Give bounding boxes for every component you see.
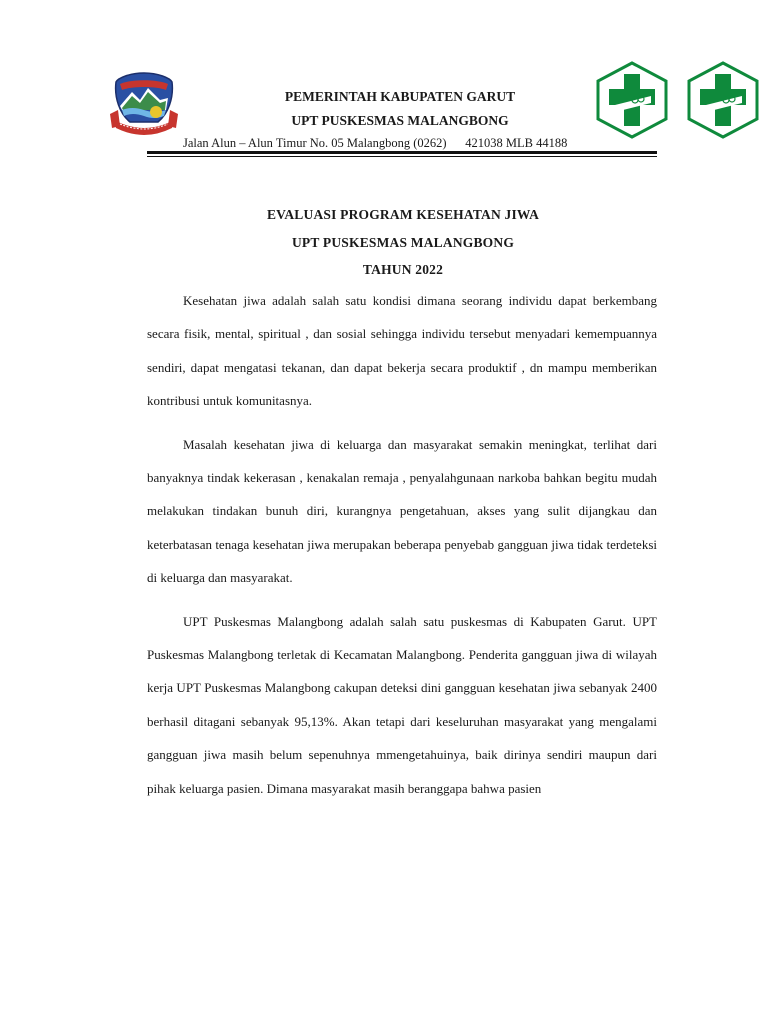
document-body [147,284,657,815]
letterhead-divider-thin [147,156,657,157]
paragraph: Kesehatan jiwa adalah salah satu kondisi dimana seorang individu dapat berkembang secara fisik, mental, spiritual , dan sosial sehingga individu tersebut menyadari kemempuannya sendiri, dapat mengatasi tekanan, dan dapat bekerja secara produktif , dn mampu memberikan kontribusi untuk komunitasnya. [147,293,657,409]
document-year: TAHUN 2022 [362,262,444,277]
puskesmas-logo-icon [595,60,669,140]
document-subtitle: UPT PUSKESMAS MALANGBONG [291,235,515,250]
document-title: EVALUASI PROGRAM KESEHATAN JIWA [266,207,540,222]
paragraph: Masalah kesehatan jiwa di keluarga dan masyarakat semakin meningkat, terlihat dari banyaknya tindak kekerasan , kenakalan remaja , penyalahgunaan narkoba bahkan begitu mudah melakukan tindakan bunuh diri, kurangnya pengetahuan, akses yang sulit dijangkau dan keterbatasan tenaga kesehatan jiwa merupakan beberapa penyebab gangguan jiwa tidak terdeteksi di keluarga dan masyarakat. [147,436,657,586]
letterhead-government-name: PEMERINTAH KABUPATEN GARUT [284,89,516,104]
puskesmas-logo-icon [686,60,760,140]
letterhead-address: Jalan Alun – Alun Timur No. 05 Malangbong (0262) 421038 MLB 44188 [183,136,568,150]
letterhead-institution-name: UPT PUSKESMAS MALANGBONG [291,113,509,128]
paragraph: UPT Puskesmas Malangbong adalah salah satu puskesmas di Kabupaten Garut. UPT Puskesmas Malangbong terletak di Kecamatan Malangbong. Penderita gangguan jiwa di wilayah kerja UPT Puskesmas Malangbong cakupan deteksi dini gangguan kesehatan jiwa sebanyak 2400 berhasil ditagani sebanyak 95,13%. Akan tetapi dari keseluruhan masyarakat yang mengalami gangguan jiwa masih belum sepenuhnya mmengetahuinya, baik dirinya sendiri maupun dari pihak keluarga pasien. Dimana masyarakat masih beranggapa bahwa pasien [147,613,657,796]
letterhead-divider-thick [147,151,657,154]
kabupaten-garut-crest-icon [110,70,178,140]
